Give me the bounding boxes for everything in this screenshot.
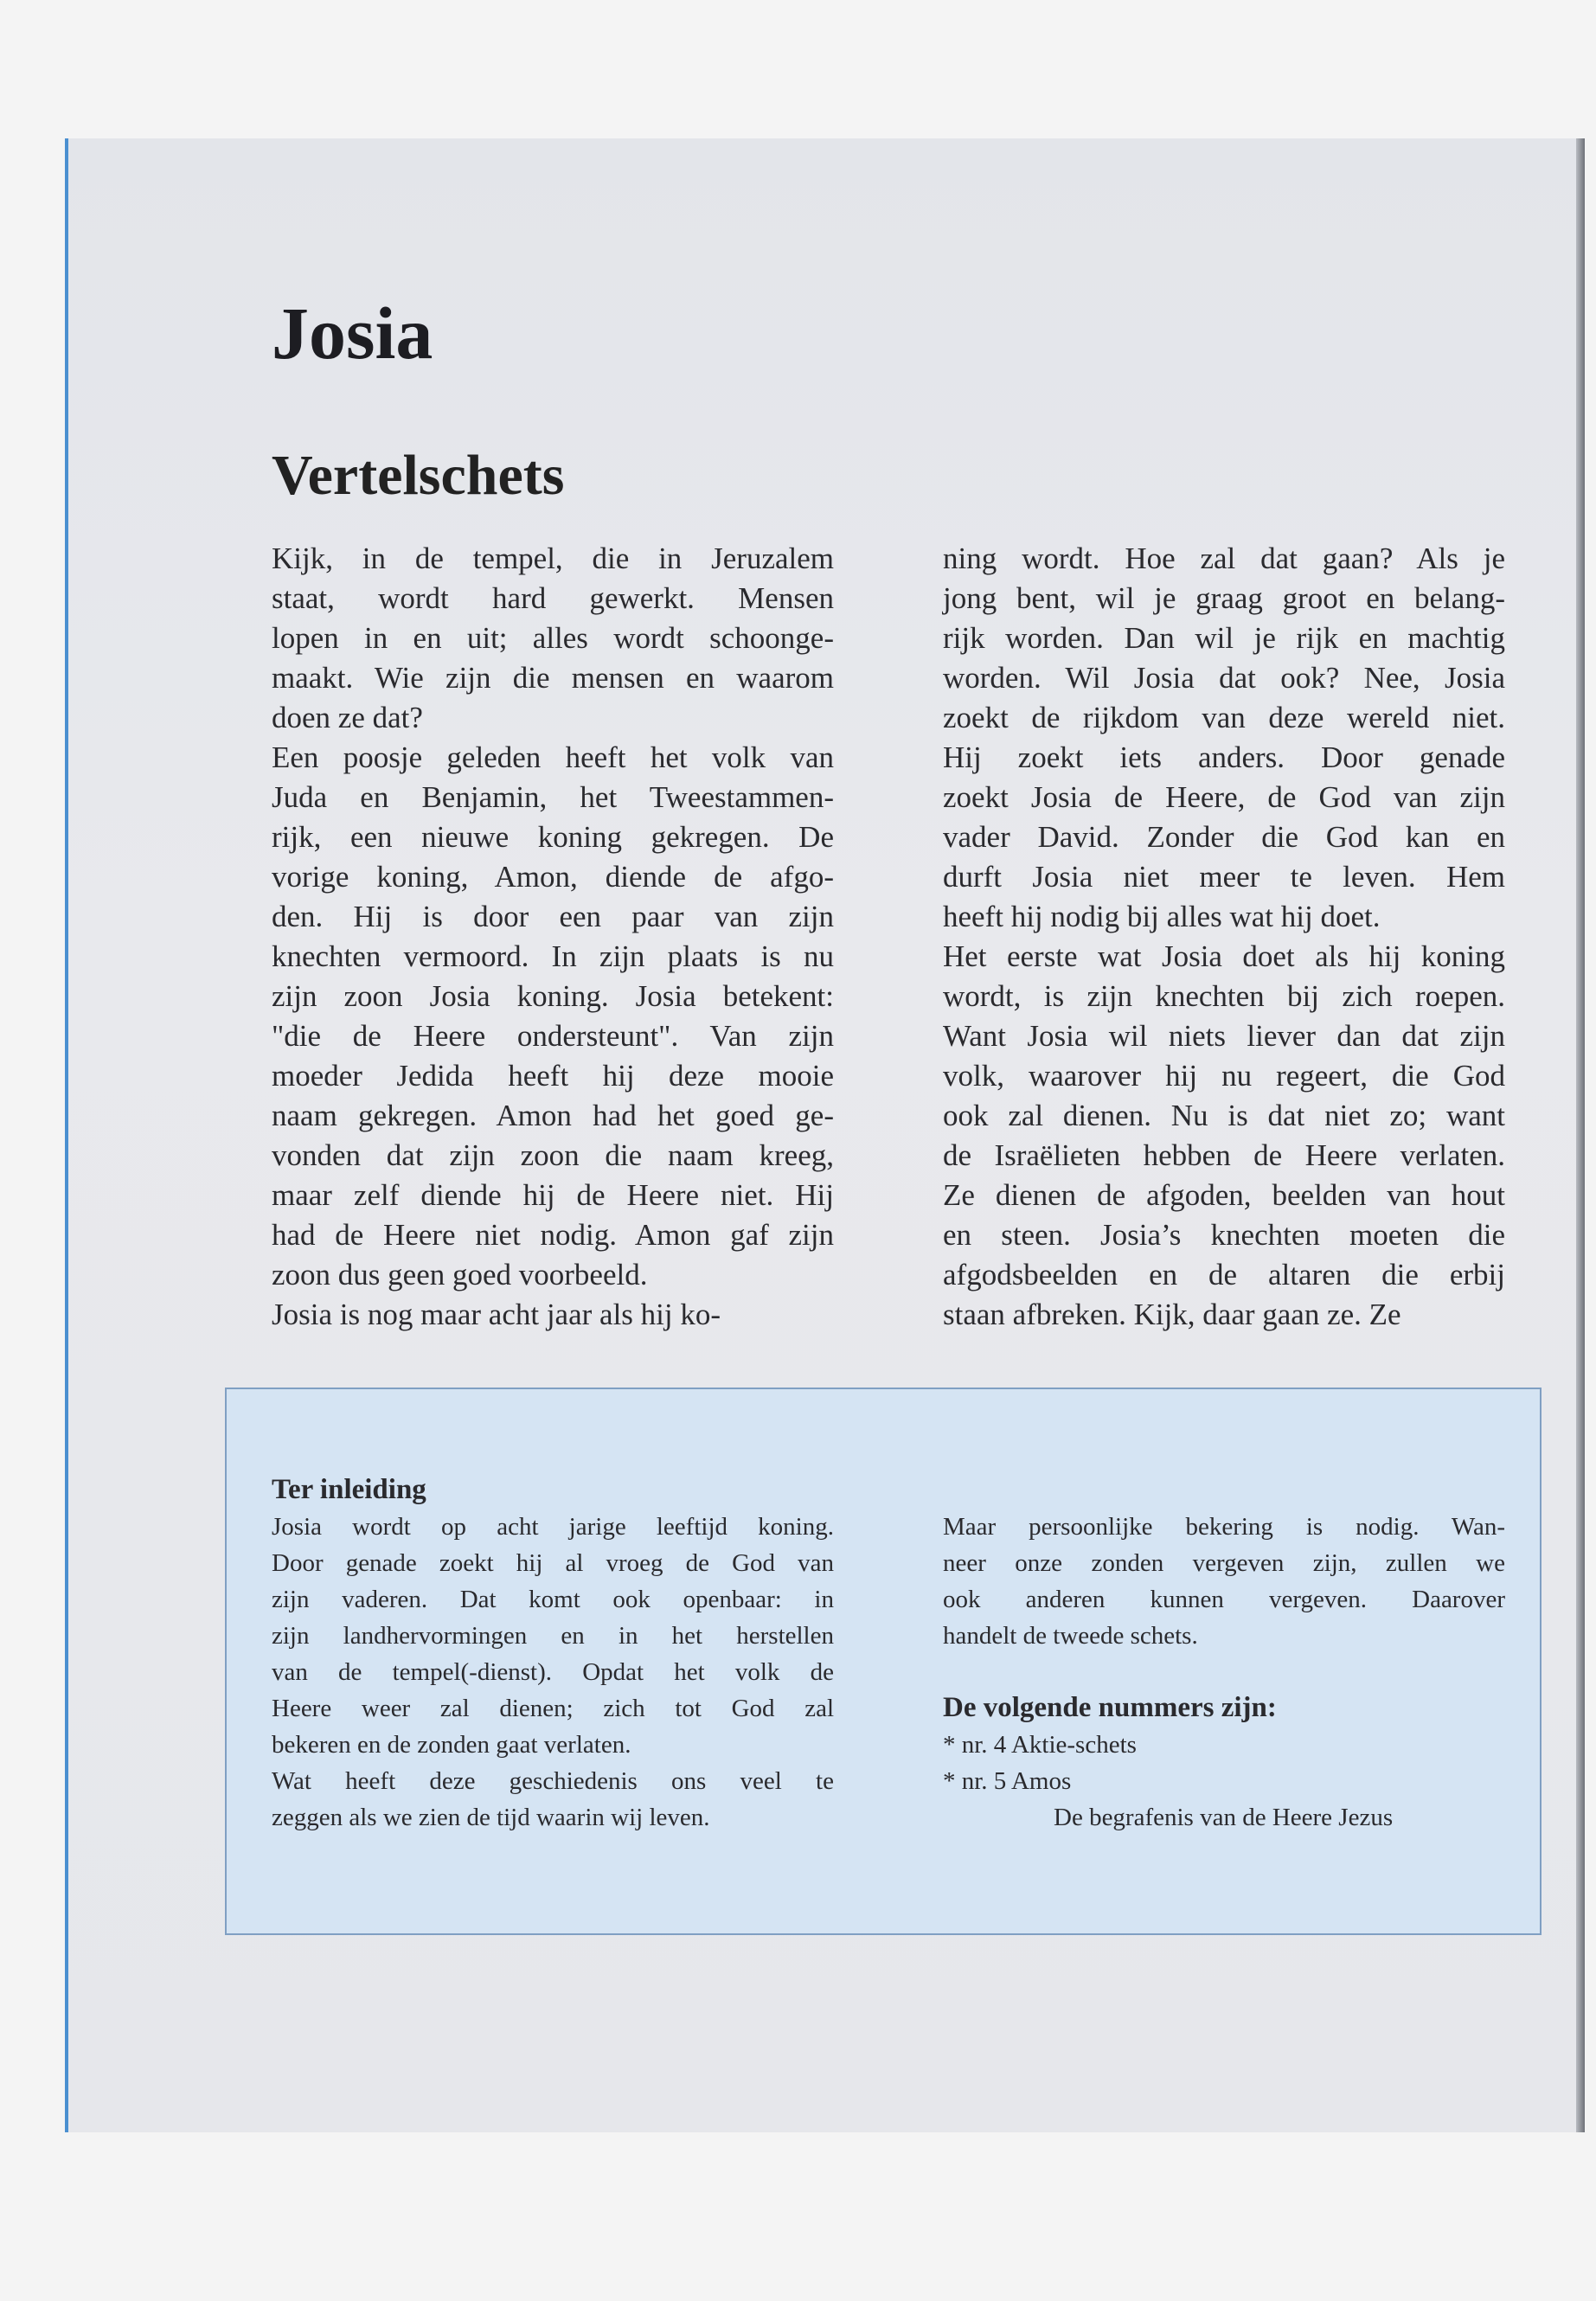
text-line: had de Heere niet nodig. Amon gaf zijn [272, 1218, 834, 1252]
text-line: Josia wordt op acht jarige leeftijd koning. [272, 1513, 834, 1541]
text-line: wordt, is zijn knechten bij zich roepen. [943, 979, 1505, 1013]
text-line: Hij zoekt iets anders. Door genade [943, 740, 1505, 774]
text-line: Wat heeft deze geschiedenis ons veel te [272, 1767, 834, 1795]
text-line: maakt. Wie zijn die mensen en waarom [272, 661, 834, 695]
text-line: zijn vaderen. Dat komt ook openbaar: in [272, 1586, 834, 1613]
section-heading: Vertelschets [272, 444, 565, 507]
text-line: knechten vermoord. In zijn plaats is nu [272, 939, 834, 973]
text-line: Heere weer zal dienen; zich tot God zal [272, 1695, 834, 1722]
text-line: "die de Heere ondersteunt". Van zijn [272, 1019, 834, 1053]
intro-right-column [943, 1509, 1505, 1836]
text-line: Ze dienen de afgoden, beelden van hout [943, 1178, 1505, 1212]
text-line: naam gekregen. Amon had het goed ge- [272, 1099, 834, 1132]
text-line: en steen. Josia’s knechten moeten die [943, 1218, 1505, 1252]
text-line: Door genade zoekt hij al vroeg de God van [272, 1549, 834, 1577]
text-line: Het eerste wat Josia doet als hij koning [943, 939, 1505, 973]
intro-text-right [943, 1509, 1505, 1654]
text-line: van de tempel(-dienst). Opdat het volk de [272, 1658, 834, 1686]
text-line: handelt de tweede schets. [943, 1622, 1198, 1650]
text-line: worden. Wil Josia dat ook? Nee, Josia [943, 661, 1505, 695]
text-line: vader David. Zonder die God kan en [943, 820, 1505, 854]
text-line: neer onze zonden vergeven zijn, zullen we [943, 1549, 1505, 1577]
text-line: zijn landhervormingen en in het herstellen [272, 1622, 834, 1650]
text-line: vonden dat zijn zoon die naam kreeg, [272, 1138, 834, 1172]
next-issue-item: * nr. 5 Amos [943, 1767, 1072, 1795]
text-line: den. Hij is door een paar van zijn [272, 900, 834, 933]
next-issue-subtitle: De begrafenis van de Heere Jezus [1054, 1804, 1394, 1831]
text-line: vorige koning, Amon, diende de afgo- [272, 860, 834, 894]
text-line: zoekt Josia de Heere, de God van zijn [943, 780, 1505, 814]
text-line: heeft hij nodig bij alles wat hij doet. [943, 900, 1381, 933]
text-line: Josia is nog maar acht jaar als hij ko- [272, 1298, 721, 1331]
text-line: bekeren en de zonden gaat verlaten. [272, 1731, 631, 1759]
text-line: doen ze dat? [272, 701, 423, 734]
text-line: jong bent, wil je graag groot en belang- [943, 581, 1505, 615]
story-column-right [943, 539, 1505, 1335]
next-issue-item: * nr. 4 Aktie-schets [943, 1731, 1137, 1759]
text-line: ook anderen kunnen vergeven. Daarover [943, 1586, 1505, 1613]
text-line: Een poosje geleden heeft het volk van [272, 740, 834, 774]
text-line: Want Josia wil niets liever dan dat zijn [943, 1019, 1505, 1053]
text-line: volk, waarover hij nu regeert, die God [943, 1059, 1505, 1093]
story-column-left [272, 539, 834, 1335]
intro-heading: Ter inleiding [272, 1474, 426, 1505]
text-line: staat, wordt hard gewerkt. Mensen [272, 581, 834, 615]
text-line: ning wordt. Hoe zal dat gaan? Als je [943, 542, 1505, 575]
text-line: zeggen als we zien de tijd waarin wij leven. [272, 1804, 710, 1831]
text-line: staan afbreken. Kijk, daar gaan ze. Ze [943, 1298, 1401, 1331]
text-line: maar zelf diende hij de Heere niet. Hij [272, 1178, 834, 1212]
page-title: Josia [272, 292, 433, 375]
intro-text [272, 1509, 834, 1836]
text-line: zijn zoon Josia koning. Josia betekent: [272, 979, 834, 1013]
text-line: durft Josia niet meer te leven. Hem [943, 860, 1505, 894]
text-line: Maar persoonlijke bekering is nodig. Wan- [943, 1513, 1505, 1541]
text-line: rijk worden. Dan wil je rijk en machtig [943, 621, 1505, 655]
text-line: Juda en Benjamin, het Tweestammen- [272, 780, 834, 814]
text-line: Kijk, in de tempel, die in Jeruzalem [272, 542, 834, 575]
intro-left-column [272, 1471, 834, 1836]
text-line: zoekt de rijkdom van deze wereld niet. [943, 701, 1505, 734]
text-line: afgodsbeelden en de altaren die erbij [943, 1258, 1505, 1292]
text-line: zoon dus geen goed voorbeeld. [272, 1258, 648, 1292]
text-line: rijk, een nieuwe koning gekregen. De [272, 820, 834, 854]
text-line: moeder Jedida heeft hij deze mooie [272, 1059, 834, 1093]
next-issues-heading: De volgende nummers zijn: [943, 1692, 1277, 1723]
text-line: lopen in en uit; alles wordt schoonge- [272, 621, 834, 655]
text-line: ook zal dienen. Nu is dat niet zo; want [943, 1099, 1505, 1132]
text-line: de Israëlieten hebben de Heere verlaten. [943, 1138, 1505, 1172]
book-spine-edge [1576, 138, 1585, 2132]
